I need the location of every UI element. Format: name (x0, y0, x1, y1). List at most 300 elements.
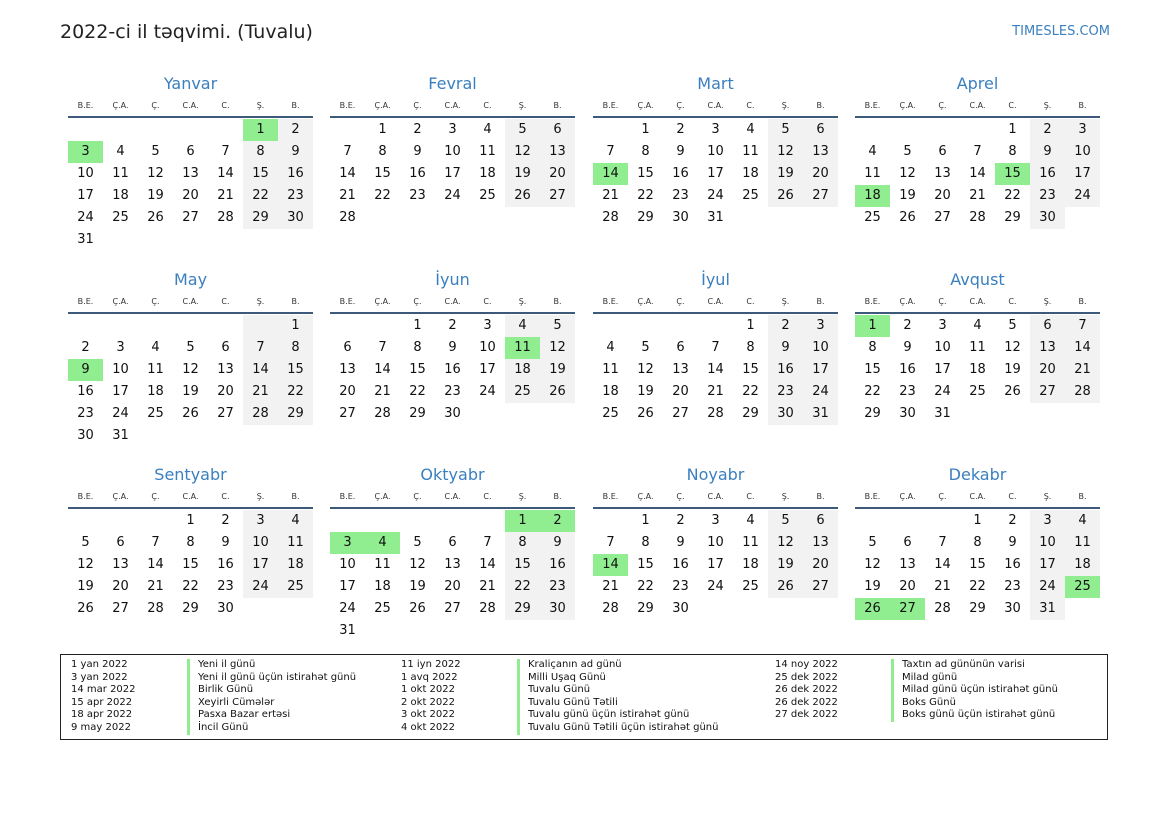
day-cell: 14 (707, 362, 724, 377)
day-cell: 27 (1030, 381, 1065, 403)
day-cell: 24 (243, 576, 278, 598)
day-cell: 7 (938, 535, 947, 550)
holiday-name: Boks günü üçün istirahət günü (891, 709, 1055, 722)
month-10 (593, 463, 838, 620)
day-cell: 9 (768, 337, 803, 359)
day-cell: 8 (973, 535, 982, 550)
day-cell: 24 (339, 601, 356, 616)
day-cell: 28 (707, 406, 724, 421)
day-cell: 3 (711, 513, 720, 528)
holiday-date: 1 avq 2022 (401, 671, 458, 683)
holiday-date: 14 noy 2022 (775, 659, 838, 670)
empty-cell (593, 315, 628, 337)
holiday-row (775, 672, 1058, 685)
day-cell: 22 (864, 384, 881, 399)
empty-cell (593, 119, 628, 141)
weekday-label: B. (816, 101, 825, 110)
day-cell: 20 (112, 579, 129, 594)
weekday-label: Ç.A. (374, 492, 391, 501)
weekday-label: Ş. (518, 297, 527, 306)
holiday-row (401, 697, 718, 710)
day-grid (593, 315, 838, 425)
day-cell: 28 (217, 210, 234, 225)
day-cell: 31 (339, 623, 356, 638)
weekday-label: Ş. (256, 101, 265, 110)
day-cell: 11 (374, 557, 391, 572)
weekday-label: B. (1078, 101, 1087, 110)
holiday-row (775, 697, 1058, 710)
day-cell: 12 (637, 362, 654, 377)
weekday-label: B.E. (77, 492, 94, 501)
day-cell: 18 (742, 557, 759, 572)
weekday-label: C.A. (969, 101, 986, 110)
day-cell: 2 (903, 318, 912, 333)
holiday-name: Kraliçanın ad günü (517, 659, 622, 672)
day-cell: 26 (768, 185, 803, 207)
day-cell: 10 (112, 362, 129, 377)
day-cell: 22 (409, 384, 426, 399)
day-cell: 11 (602, 362, 619, 377)
weekday-label: B.E. (339, 492, 356, 501)
holiday-date: 1 okt 2022 (401, 684, 455, 696)
day-cell: 14 (217, 166, 234, 181)
day-cell: 17 (707, 557, 724, 572)
day-cell: 7 (343, 144, 352, 159)
holiday-day-cell: 15 (995, 163, 1030, 185)
day-cell: 3 (243, 510, 278, 532)
day-cell: 15 (637, 166, 654, 181)
empty-cell (663, 315, 698, 337)
holiday-date: 2 okt 2022 (401, 696, 455, 708)
empty-cell (890, 119, 925, 141)
day-cell: 29 (969, 601, 986, 616)
empty-cell (138, 315, 173, 337)
day-cell: 19 (77, 579, 94, 594)
day-cell: 15 (864, 362, 881, 377)
weekday-label: B. (553, 101, 562, 110)
day-cell: 1 (378, 122, 387, 137)
empty-cell (960, 119, 995, 141)
day-cell: 26 (505, 185, 540, 207)
weekday-label: B.E. (864, 101, 881, 110)
day-cell: 30 (899, 406, 916, 421)
day-cell: 19 (768, 554, 803, 576)
weekday-label: B.E. (339, 101, 356, 110)
day-cell: 8 (413, 340, 422, 355)
weekday-label: C.A. (444, 101, 461, 110)
day-cell: 30 (217, 601, 234, 616)
holiday-row (71, 672, 356, 685)
day-cell: 21 (374, 384, 391, 399)
day-cell: 25 (864, 210, 881, 225)
day-cell: 21 (1065, 359, 1100, 381)
day-cell: 18 (112, 188, 129, 203)
day-cell: 4 (868, 144, 877, 159)
day-cell: 20 (182, 188, 199, 203)
day-cell: 14 (243, 359, 278, 381)
weekday-label: B.E. (864, 297, 881, 306)
day-cell: 9 (903, 340, 912, 355)
day-cell: 5 (186, 340, 195, 355)
weekday-label: C. (483, 101, 492, 110)
weekday-label: B.E. (602, 492, 619, 501)
day-cell: 3 (116, 340, 125, 355)
day-cell: 2 (413, 122, 422, 137)
day-cell: 19 (409, 579, 426, 594)
day-cell: 27 (339, 406, 356, 421)
day-cell: 9 (1030, 141, 1065, 163)
day-cell: 5 (768, 119, 803, 141)
day-cell: 18 (742, 166, 759, 181)
day-cell: 7 (973, 144, 982, 159)
day-cell: 20 (444, 579, 461, 594)
day-cell: 28 (374, 406, 391, 421)
day-cell: 25 (742, 188, 759, 203)
day-cell: 2 (221, 513, 230, 528)
day-cell: 27 (803, 576, 838, 598)
day-cell: 4 (116, 144, 125, 159)
weekday-label: Ç. (413, 101, 422, 110)
day-grid (593, 510, 838, 620)
day-cell: 1 (1008, 122, 1017, 137)
holiday-name: Yeni il günü üçün istirahət günü (187, 672, 356, 685)
holiday-day-cell: 3 (330, 532, 365, 554)
day-cell: 25 (505, 381, 540, 403)
day-cell: 14 (339, 166, 356, 181)
day-cell: 25 (742, 579, 759, 594)
day-cell: 1 (641, 122, 650, 137)
empty-cell (925, 119, 960, 141)
day-cell: 18 (969, 362, 986, 377)
day-cell: 5 (768, 510, 803, 532)
day-cell: 16 (409, 166, 426, 181)
holiday-name: Milli Uşaq Günü (517, 672, 606, 685)
day-cell: 29 (1004, 210, 1021, 225)
day-cell: 3 (483, 318, 492, 333)
empty-cell (470, 510, 505, 532)
weekday-label: C.A. (707, 297, 724, 306)
day-cell: 11 (147, 362, 164, 377)
weekday-header (855, 487, 1100, 509)
day-cell: 29 (637, 601, 654, 616)
month-name: İyun (435, 270, 470, 289)
holiday-row (775, 684, 1058, 697)
day-cell: 5 (81, 535, 90, 550)
weekday-label: C.A. (182, 101, 199, 110)
empty-cell (103, 315, 138, 337)
day-cell: 19 (637, 384, 654, 399)
month-name: Dekabr (948, 465, 1007, 484)
holiday-day-cell: 3 (68, 141, 103, 163)
empty-cell (208, 315, 243, 337)
day-cell: 27 (672, 406, 689, 421)
day-cell: 6 (343, 340, 352, 355)
holiday-day-cell: 25 (1065, 576, 1100, 598)
day-cell: 31 (707, 210, 724, 225)
day-cell: 20 (899, 579, 916, 594)
day-cell: 13 (672, 362, 689, 377)
day-cell: 23 (540, 576, 575, 598)
holiday-date: 18 apr 2022 (71, 709, 133, 721)
day-cell: 19 (147, 188, 164, 203)
weekday-label: B. (1078, 492, 1087, 501)
day-cell: 19 (768, 163, 803, 185)
day-cell: 5 (868, 535, 877, 550)
day-cell: 22 (742, 384, 759, 399)
day-cell: 20 (339, 384, 356, 399)
empty-cell (138, 510, 173, 532)
weekday-label: Ç. (676, 297, 685, 306)
month-5 (330, 268, 575, 425)
empty-cell (593, 510, 628, 532)
holiday-day-cell: 26 (855, 598, 890, 620)
day-cell: 17 (707, 166, 724, 181)
day-cell: 22 (969, 579, 986, 594)
day-cell: 19 (864, 579, 881, 594)
day-cell: 25 (479, 188, 496, 203)
day-cell: 23 (899, 384, 916, 399)
day-cell: 21 (602, 579, 619, 594)
day-cell: 7 (151, 535, 160, 550)
day-cell: 17 (1030, 554, 1065, 576)
day-cell: 6 (1030, 315, 1065, 337)
day-cell: 30 (672, 601, 689, 616)
day-cell: 12 (182, 362, 199, 377)
day-cell: 25 (602, 406, 619, 421)
weekday-label: C.A. (182, 297, 199, 306)
weekday-label: Ç. (413, 297, 422, 306)
holiday-date: 9 may 2022 (71, 721, 131, 733)
weekday-label: B. (553, 297, 562, 306)
day-cell: 23 (278, 185, 313, 207)
day-cell: 6 (803, 119, 838, 141)
day-cell: 26 (899, 210, 916, 225)
day-cell: 20 (1030, 359, 1065, 381)
day-cell: 27 (444, 601, 461, 616)
day-cell: 22 (243, 185, 278, 207)
day-cell: 16 (77, 384, 94, 399)
day-cell: 2 (676, 122, 685, 137)
holiday-date: 15 apr 2022 (71, 696, 133, 708)
weekday-label: Ç. (938, 297, 947, 306)
day-cell: 4 (746, 513, 755, 528)
day-cell: 30 (768, 403, 803, 425)
day-cell: 30 (278, 207, 313, 229)
holiday-name: Milad günü üçün istirahət günü (891, 684, 1058, 697)
day-cell: 7 (1065, 315, 1100, 337)
day-cell: 6 (676, 340, 685, 355)
day-cell: 16 (217, 557, 234, 572)
day-cell: 30 (672, 210, 689, 225)
day-cell: 17 (479, 362, 496, 377)
day-cell: 7 (606, 144, 615, 159)
empty-cell (103, 510, 138, 532)
day-cell: 11 (742, 144, 759, 159)
holiday-row (401, 709, 718, 722)
month-0 (68, 72, 313, 251)
day-cell: 17 (934, 362, 951, 377)
day-cell: 17 (77, 188, 94, 203)
weekday-label: Ş. (256, 492, 265, 501)
day-cell: 6 (221, 340, 230, 355)
day-cell: 4 (151, 340, 160, 355)
day-cell: 17 (112, 384, 129, 399)
day-cell: 24 (444, 188, 461, 203)
day-cell: 12 (1004, 340, 1021, 355)
day-cell: 25 (374, 601, 391, 616)
day-cell: 21 (147, 579, 164, 594)
day-cell: 10 (707, 144, 724, 159)
day-cell: 13 (182, 166, 199, 181)
day-cell: 15 (505, 554, 540, 576)
day-cell: 15 (243, 163, 278, 185)
holiday-name: Tuvalu Günü (517, 684, 590, 697)
holiday-date: 1 yan 2022 (71, 659, 128, 670)
month-11 (855, 463, 1100, 620)
holiday-day-cell: 1 (855, 315, 890, 337)
day-cell: 29 (182, 601, 199, 616)
day-cell: 4 (746, 122, 755, 137)
day-cell: 8 (746, 340, 755, 355)
day-cell: 12 (899, 166, 916, 181)
holiday-row (775, 659, 1058, 672)
day-cell: 8 (641, 144, 650, 159)
day-cell: 1 (413, 318, 422, 333)
weekday-label: Ç.A. (112, 492, 129, 501)
day-cell: 19 (899, 188, 916, 203)
day-cell: 23 (672, 579, 689, 594)
holiday-day-cell: 4 (365, 532, 400, 554)
day-cell: 22 (1004, 188, 1021, 203)
day-cell: 25 (969, 384, 986, 399)
day-cell: 2 (1008, 513, 1017, 528)
weekday-label: Ş. (781, 101, 790, 110)
holiday-day-cell: 9 (68, 359, 103, 381)
day-cell: 28 (602, 601, 619, 616)
day-cell: 29 (637, 210, 654, 225)
day-cell: 26 (637, 406, 654, 421)
day-grid (855, 315, 1100, 425)
holiday-day-cell: 14 (593, 554, 628, 576)
day-cell: 23 (672, 188, 689, 203)
day-cell: 2 (278, 119, 313, 141)
day-cell: 21 (339, 188, 356, 203)
holiday-date: 4 okt 2022 (401, 721, 455, 733)
holiday-row (71, 684, 356, 697)
day-cell: 4 (973, 318, 982, 333)
day-grid (68, 510, 313, 620)
month-name: May (173, 270, 208, 289)
holiday-name: Birlik Günü (187, 684, 253, 697)
holiday-date: 26 dek 2022 (775, 696, 838, 708)
day-cell: 16 (540, 554, 575, 576)
month-3 (855, 72, 1100, 229)
day-cell: 9 (1008, 535, 1017, 550)
holiday-day-cell: 1 (243, 119, 278, 141)
holiday-date: 11 iyn 2022 (401, 659, 461, 670)
holiday-day-cell: 27 (890, 598, 925, 620)
weekday-label: B. (291, 297, 300, 306)
day-cell: 24 (707, 188, 724, 203)
day-cell: 26 (768, 576, 803, 598)
day-cell: 28 (339, 210, 356, 225)
holiday-name: Tuvalu Günü Tətili üçün istirahət günü (517, 722, 718, 735)
day-cell: 28 (602, 210, 619, 225)
day-cell: 24 (479, 384, 496, 399)
day-cell: 13 (803, 532, 838, 554)
day-cell: 18 (278, 554, 313, 576)
day-cell: 11 (864, 166, 881, 181)
day-cell: 13 (540, 141, 575, 163)
empty-cell (855, 510, 890, 532)
day-cell: 2 (1030, 119, 1065, 141)
weekday-header (593, 487, 838, 509)
empty-cell (435, 510, 470, 532)
day-cell: 14 (934, 557, 951, 572)
day-cell: 29 (278, 403, 313, 425)
weekday-label: C.A. (969, 492, 986, 501)
weekday-label: Ç. (676, 101, 685, 110)
weekday-label: B. (291, 492, 300, 501)
day-cell: 12 (768, 141, 803, 163)
day-cell: 12 (864, 557, 881, 572)
day-cell: 5 (1008, 318, 1017, 333)
day-cell: 12 (77, 557, 94, 572)
holiday-row (71, 697, 356, 710)
holiday-column (71, 659, 356, 735)
weekday-label: B.E. (864, 492, 881, 501)
day-cell: 7 (243, 337, 278, 359)
weekday-label: Ş. (1043, 297, 1052, 306)
day-cell: 15 (742, 362, 759, 377)
day-cell: 23 (217, 579, 234, 594)
weekday-label: C. (221, 297, 230, 306)
day-cell: 6 (903, 535, 912, 550)
day-cell: 15 (637, 557, 654, 572)
day-cell: 8 (378, 144, 387, 159)
weekday-header (330, 487, 575, 509)
day-cell: 16 (278, 163, 313, 185)
holiday-day-cell: 1 (505, 510, 540, 532)
day-cell: 6 (938, 144, 947, 159)
weekday-label: B. (1078, 297, 1087, 306)
weekday-label: C. (483, 492, 492, 501)
month-name: Fevral (428, 74, 477, 93)
day-cell: 11 (742, 535, 759, 550)
day-cell: 24 (803, 381, 838, 403)
weekday-label: Ş. (781, 297, 790, 306)
day-cell: 16 (444, 362, 461, 377)
day-cell: 20 (803, 163, 838, 185)
weekday-label: C. (746, 492, 755, 501)
holiday-name: Taxtın ad gününün varisi (891, 659, 1025, 672)
day-grid (68, 119, 313, 251)
weekday-label: B. (816, 297, 825, 306)
weekday-label: C.A. (444, 297, 461, 306)
day-cell: 10 (444, 144, 461, 159)
month-6 (593, 268, 838, 425)
day-cell: 26 (77, 601, 94, 616)
weekday-label: C.A. (707, 492, 724, 501)
site-link[interactable]: TIMESLES.COM (1012, 24, 1110, 39)
day-cell: 10 (339, 557, 356, 572)
day-cell: 7 (221, 144, 230, 159)
day-cell: 13 (444, 557, 461, 572)
weekday-label: B. (291, 101, 300, 110)
day-cell: 10 (243, 532, 278, 554)
day-cell: 10 (1065, 141, 1100, 163)
day-cell: 11 (1065, 532, 1100, 554)
